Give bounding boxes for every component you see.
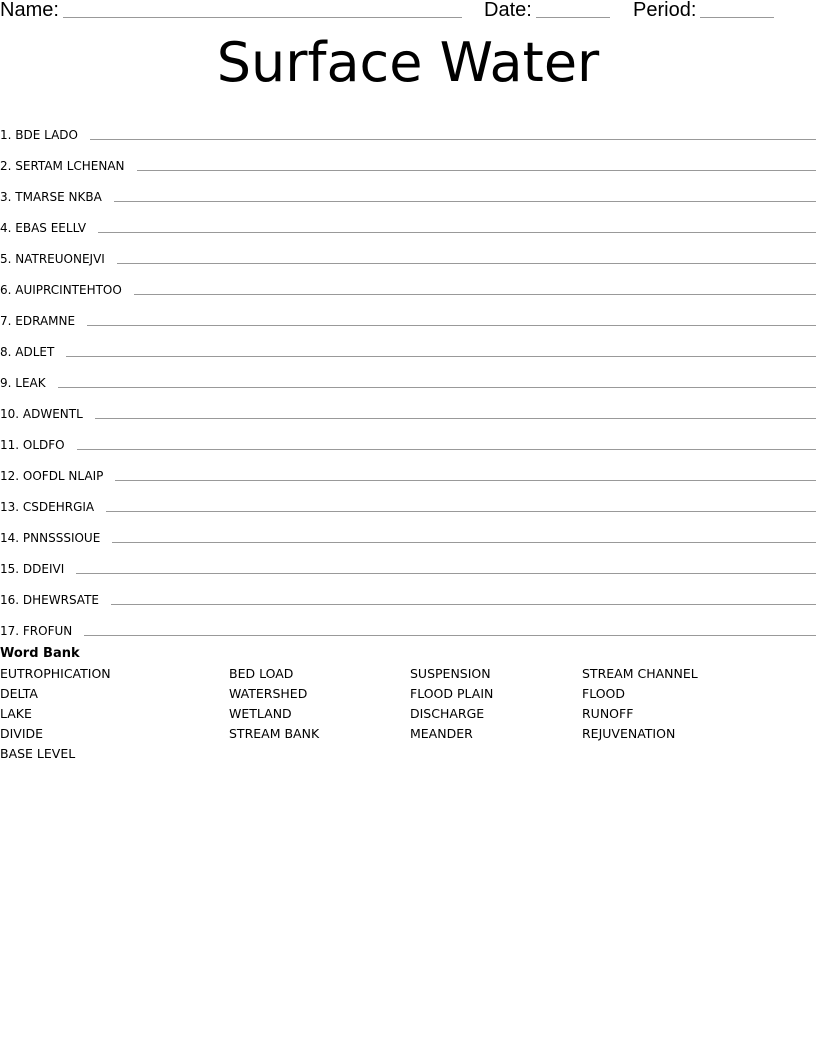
question-row (0, 608, 816, 639)
scrambled-word-label: 3. TMARSE NKBA (0, 190, 102, 204)
date-label: Date: (484, 0, 532, 21)
scrambled-word-label: 9. LEAK (0, 376, 46, 390)
question-row (0, 546, 816, 577)
scrambled-word-label: 6. AUIPRCINTEHTOO (0, 283, 122, 297)
date-field[interactable] (536, 17, 610, 18)
scrambled-word-label: 5. NATREUONEJVI (0, 252, 105, 266)
scrambled-word-label: 13. CSDEHRGIA (0, 500, 95, 514)
scrambled-word-label: 14. PNNSSSIOUE (0, 531, 101, 545)
question-row (0, 422, 816, 453)
question-row (0, 577, 816, 608)
worksheet-title: Surface Water (216, 31, 600, 94)
scrambled-word-label: 15. DDEIVI (0, 562, 65, 576)
scrambled-word-label: 17. FROFUN (0, 624, 73, 638)
answer-line[interactable] (112, 542, 816, 543)
name-field[interactable] (63, 17, 462, 18)
answer-line[interactable] (117, 263, 816, 264)
answer-line[interactable] (137, 170, 816, 171)
answer-line[interactable] (115, 480, 816, 481)
word-bank-row (0, 666, 816, 686)
answer-line[interactable] (76, 573, 816, 574)
scrambled-word-label: 2. SERTAM LCHENAN (0, 159, 125, 173)
word-bank-item: BASE LEVEL (0, 746, 76, 761)
question-row (0, 360, 816, 391)
word-bank-title: Word Bank (0, 646, 80, 661)
word-bank-row (0, 706, 816, 726)
answer-line[interactable] (87, 325, 816, 326)
question-row (0, 484, 816, 515)
question-row (0, 236, 816, 267)
question-row (0, 515, 816, 546)
word-bank-item: FLOOD PLAIN (410, 686, 494, 701)
word-bank-item: STREAM BANK (229, 726, 320, 741)
word-bank-item: BED LOAD (229, 666, 294, 681)
word-bank-item: EUTROPHICATION (0, 666, 111, 681)
word-bank-item: DISCHARGE (410, 706, 485, 721)
answer-line[interactable] (77, 449, 816, 450)
word-bank-item: SUSPENSION (410, 666, 491, 681)
period-label: Period: (633, 0, 697, 21)
answer-line[interactable] (90, 139, 816, 140)
word-bank-item: REJUVENATION (582, 726, 676, 741)
question-row (0, 391, 816, 422)
question-list (0, 112, 816, 639)
word-bank-item: WETLAND (229, 706, 292, 721)
word-bank (0, 666, 816, 766)
word-bank-item: DIVIDE (0, 726, 44, 741)
answer-line[interactable] (95, 418, 816, 419)
scrambled-word-label: 11. OLDFO (0, 438, 65, 452)
question-row (0, 174, 816, 205)
scrambled-word-label: 12. OOFDL NLAIP (0, 469, 104, 483)
question-row (0, 205, 816, 236)
word-bank-row (0, 686, 816, 706)
question-row (0, 453, 816, 484)
word-bank-item: FLOOD (582, 686, 626, 701)
answer-line[interactable] (111, 604, 816, 605)
answer-line[interactable] (114, 201, 816, 202)
student-info-header (0, 0, 816, 24)
answer-line[interactable] (98, 232, 816, 233)
word-bank-item: DELTA (0, 686, 38, 701)
answer-line[interactable] (106, 511, 816, 512)
scrambled-word-label: 4. EBAS EELLV (0, 221, 87, 235)
question-row (0, 267, 816, 298)
word-bank-item: STREAM CHANNEL (582, 666, 698, 681)
scrambled-word-label: 7. EDRAMNE (0, 314, 76, 328)
question-row (0, 298, 816, 329)
word-bank-item: MEANDER (410, 726, 473, 741)
answer-line[interactable] (134, 294, 816, 295)
question-row (0, 143, 816, 174)
answer-line[interactable] (58, 387, 816, 388)
question-row (0, 329, 816, 360)
word-bank-row (0, 726, 816, 746)
answer-line[interactable] (84, 635, 816, 636)
word-bank-item: LAKE (0, 706, 32, 721)
scrambled-word-label: 10. ADWENTL (0, 407, 83, 421)
question-row (0, 112, 816, 143)
word-bank-item: RUNOFF (582, 706, 634, 721)
word-bank-row (0, 746, 816, 766)
scrambled-word-label: 8. ADLET (0, 345, 55, 359)
name-label: Name: (0, 0, 59, 21)
scrambled-word-label: 1. BDE LADO (0, 128, 78, 142)
answer-line[interactable] (66, 356, 816, 357)
period-field[interactable] (700, 17, 774, 18)
scrambled-word-label: 16. DHEWRSATE (0, 593, 99, 607)
word-bank-item: WATERSHED (229, 686, 308, 701)
